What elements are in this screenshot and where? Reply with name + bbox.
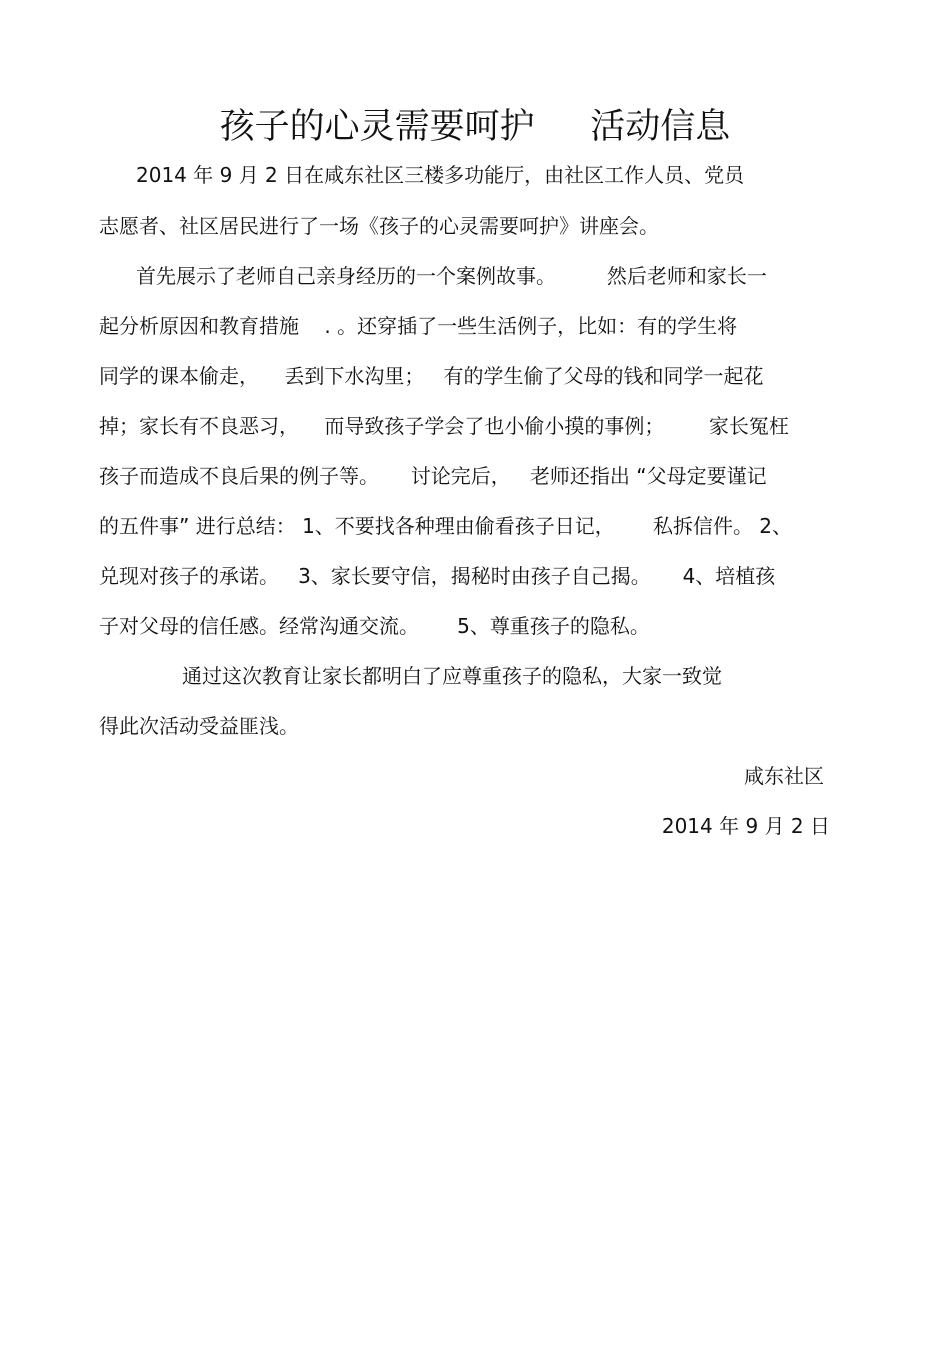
paragraph2-line-8: 子对父母的信任感。经常沟通交流。 5、尊重孩子的隐私。: [99, 614, 650, 638]
document-title: 孩子的心灵需要呵护 活动信息: [219, 107, 731, 147]
paragraph3-line-2: 得此次活动受益匪浅。: [99, 714, 299, 738]
paragraph1-line-2: 志愿者、社区居民进行了一场《孩子的心灵需要呵护》讲座会。: [99, 214, 659, 238]
paragraph2-line-6: 的五件事” 进行总结： 1、不要找各种理由偷看孩子日记， 私拆信件。 2、: [99, 514, 793, 538]
paragraph2-line-1: 首先展示了老师自己亲身经历的一个案例故事。 然后老师和家长一: [136, 264, 767, 288]
paragraph2-line-3: 同学的课本偷走， 丢到下水沟里； 有的学生偷了父母的钱和同学一起花: [99, 364, 764, 388]
paragraph2-line-7: 兑现对孩子的承诺。 3、家长要守信，揭秘时由孩子自己揭。 4、培植孩: [99, 564, 776, 588]
paragraph3-line-1: 通过这次教育让家长都明白了应尊重孩子的隐私，大家一致觉: [182, 664, 722, 688]
paragraph1-line-1: 2014 年 9 月 2 日在咸东社区三楼多功能厅，由社区工作人员、党员: [136, 163, 745, 187]
signature-date: 2014 年 9 月 2 日: [661, 814, 830, 838]
paragraph2-line-4: 掉；家长有不良恶习， 而导致孩子学会了也小偷小摸的事例； 家长冤枉: [99, 414, 789, 438]
paragraph2-line-5: 孩子而造成不良后果的例子等。 讨论完后， 老师还指出 “父母定要谨记: [99, 464, 767, 488]
signature-organization: 咸东社区: [744, 764, 824, 788]
paragraph2-line-2: 起分析原因和教育措施 . 。还穿插了一些生活例子，比如：有的学生将: [99, 314, 738, 338]
